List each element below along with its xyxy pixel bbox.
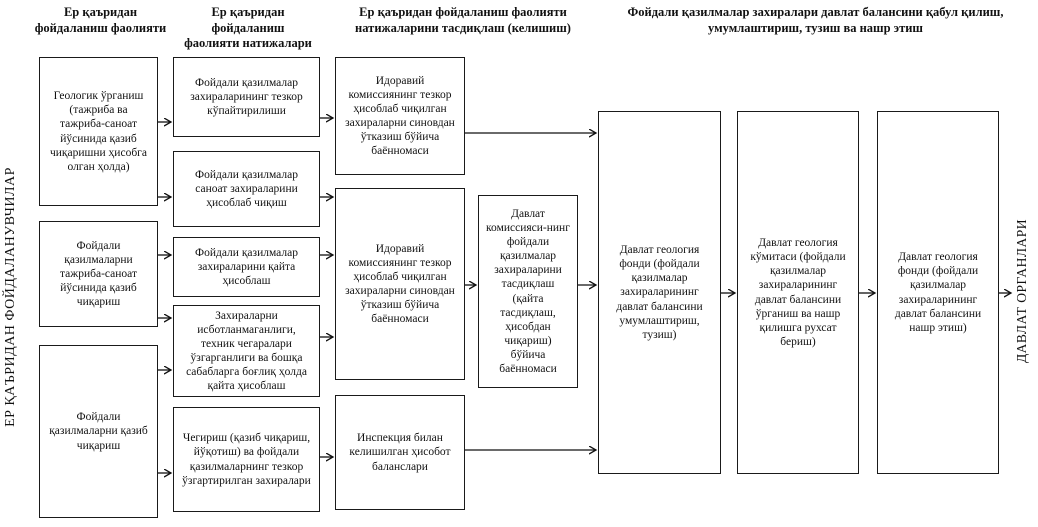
box-departmental-commission-protocol-2: Идоравий комиссиянинг тезкор ҳисоблаб чиқилган захираларни синовдан ўтказиш бўйича баённомаси	[335, 188, 465, 380]
header-state-balance: Фойдали қазилмалар захиралари давлат балансини қабул қилиш, умумлаштириш, тузиш ва нашр этиш	[627, 5, 1004, 35]
box-state-geology-fund-compile: Давлат геология фонди (фойдали қазилмалар захираларининг давлат балансини умумлаштириш, тузиш)	[598, 111, 721, 474]
box-state-geology-committee: Давлат геология кўмитаси (фойдали қазилмалар захираларининг давлат балансини ўрганиш ва нашр қилишга рухсат бериш)	[737, 111, 859, 474]
box-pilot-extraction: Фойдали қазилмаларни тажриба-саноат йўсинида қазиб чиқариш	[39, 221, 158, 327]
header-results-approval: Ер қаъридан фойдаланиш фаолияти натижаларини тасдиқлаш (келишиш)	[355, 5, 571, 35]
box-inspection-balances: Инспекция билан келишилган ҳисобот баланслари	[335, 395, 465, 510]
side-label-state-bodies: ДАВЛАТ ОРГАНЛАРИ	[1014, 218, 1029, 364]
box-recalculation-unproven: Захираларни исботланмаганлиги, техник чегаралари ўзгарганлиги ва бошқа сабабларга боғлиқ ҳолда қайта ҳисоблаш	[173, 305, 320, 397]
box-rapid-increase-reserves: Фойдали қазилмалар захираларининг тезкор кўпайтирилиши	[173, 57, 320, 137]
box-state-geology-fund-publish: Давлат геология фонди (фойдали қазилмалар захираларининг давлат балансини нашр этиш)	[877, 111, 999, 474]
box-deduction-changed-reserves: Чегириш (қазиб чиқариш, йўқотиш) ва фойдали қазилмаларнинг тезкор ўзгартирилган захиралари	[173, 407, 320, 512]
box-departmental-commission-protocol-1: Идоравий комиссиянинг тезкор ҳисоблаб чиқилган захираларни синовдан ўтказиш бўйича баённомаси	[335, 57, 465, 175]
header-users-activity: Ер қаъридан фойдаланиш фаолияти	[34, 5, 167, 35]
box-reserves-recalculation: Фойдали қазилмалар захираларини қайта ҳисоблаш	[173, 237, 320, 297]
box-industrial-reserves-calculation: Фойдали қазилмалар саноат захираларини ҳисоблаб чиқиш	[173, 151, 320, 227]
box-extraction: Фойдали қазилмаларни қазиб чиқариш	[39, 345, 158, 518]
box-state-commission-protocol: Давлат комиссияси-нинг фойдали қазилмалар захираларини тасдиқлаш (қайта тасдиқлаш, ҳисобдан чиқариш) бўйича баённомаси	[478, 195, 578, 388]
side-label-subsoil-users: ЕР ҚАЪРИДАН ФОЙДАЛАНУВЧИЛАР	[3, 167, 18, 427]
box-geological-study: Геологик ўрганиш (тажриба ва тажриба-саноат йўсинида қазиб чиқаришни ҳисобга олган ҳолда)	[39, 57, 158, 206]
header-activity-results: Ер қаъридан фойдаланиш фаолияти натижалари	[184, 5, 312, 51]
